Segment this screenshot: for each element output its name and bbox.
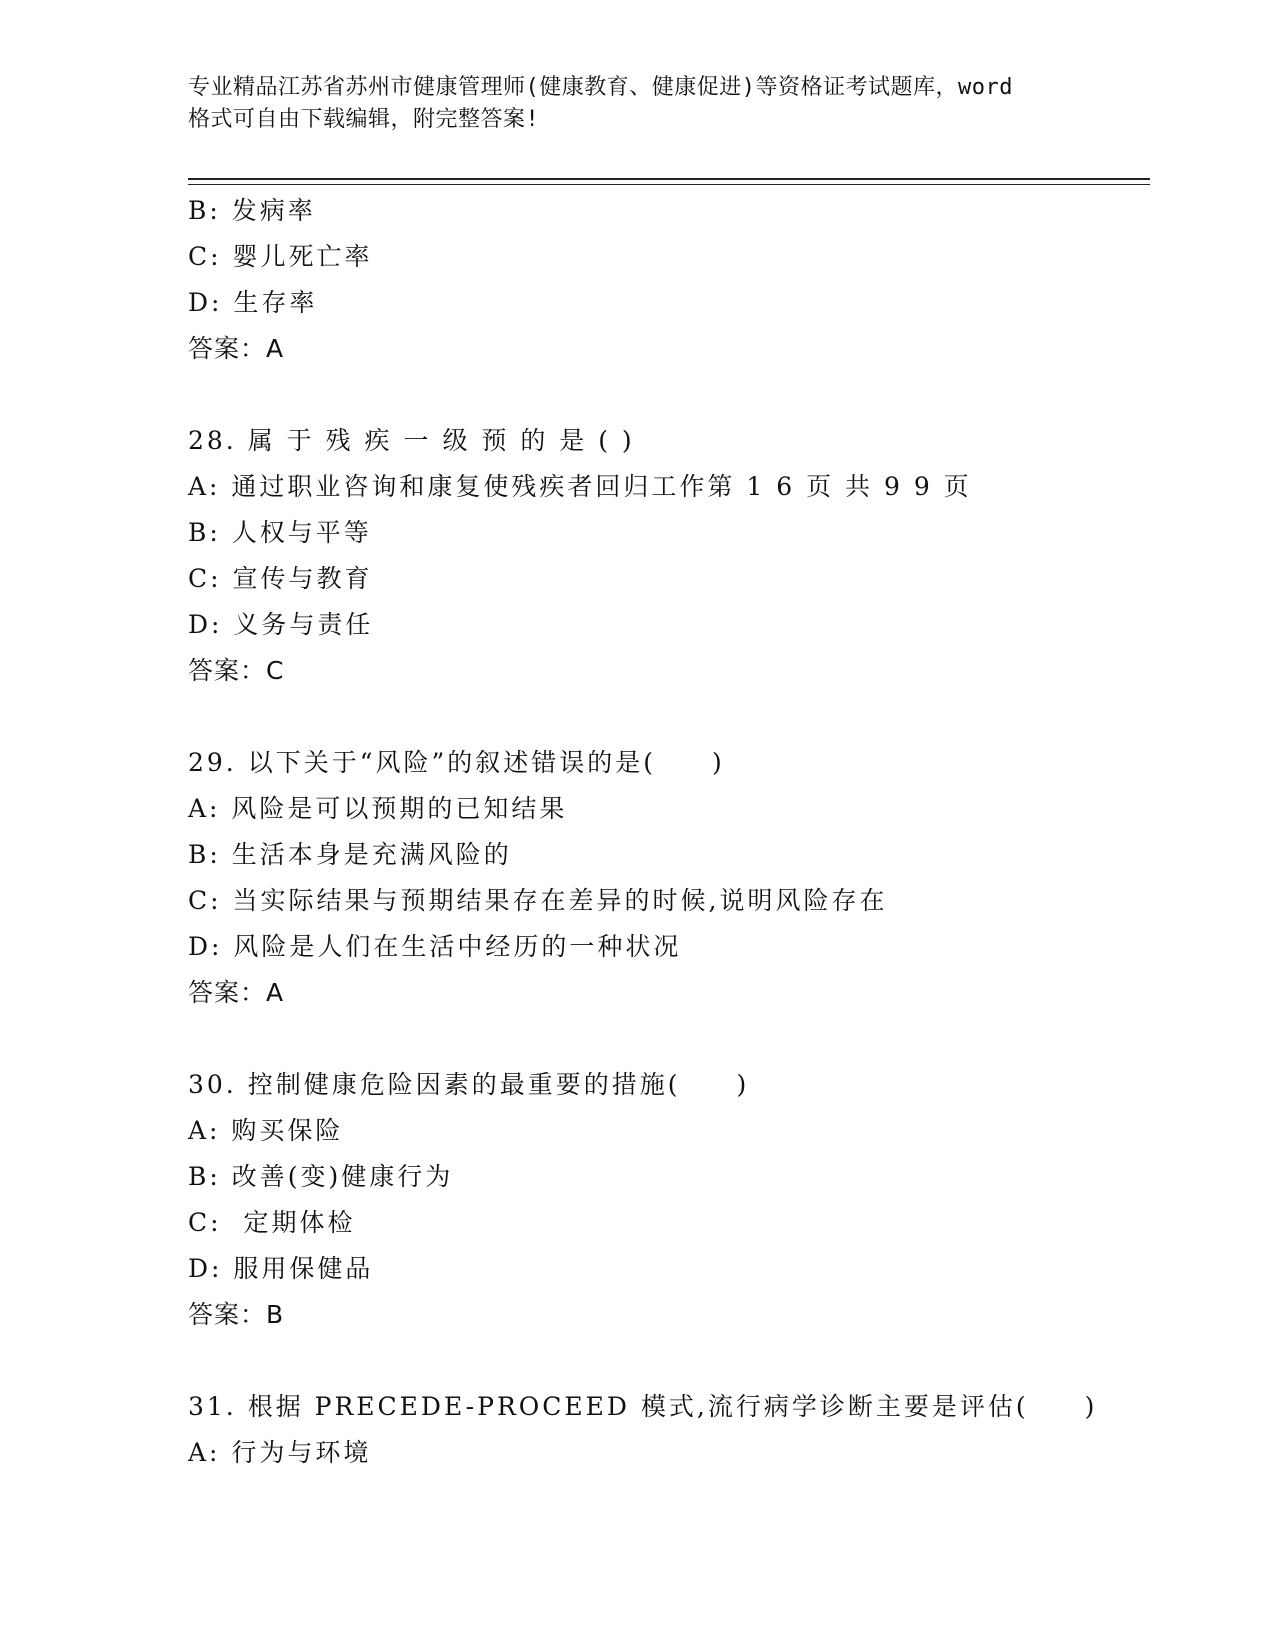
q28-question: 28. 属 于 残 疾 一 级 预 的 是 ( ) (188, 426, 635, 455)
q29-option-a: A: 风险是可以预期的已知结果 (188, 794, 568, 823)
document-header (188, 72, 1088, 136)
q31-option-a: A: 行为与环境 (188, 1438, 372, 1467)
header-divider-thin (188, 184, 1150, 185)
q28-answer: 答案：C (188, 656, 285, 685)
spacer (188, 372, 1188, 418)
q27-option-c: C: 婴儿死亡率 (188, 242, 373, 271)
header-divider (188, 178, 1150, 180)
q30-option-b: B: 改善(变)健康行为 (188, 1162, 454, 1191)
q29-option-d: D: 风险是人们在生活中经历的一种状况 (188, 932, 682, 961)
spacer (188, 1338, 1188, 1384)
q29-option-c: C: 当实际结果与预期结果存在差异的时候,说明风险存在 (188, 886, 888, 915)
q28-option-c: C: 宣传与教育 (188, 564, 373, 593)
q30-question: 30. 控制健康危险因素的最重要的措施( ) (188, 1070, 750, 1099)
spacer (188, 1016, 1188, 1062)
q29-option-b: B: 生活本身是充满风险的 (188, 840, 512, 869)
q30-option-d: D: 服用保健品 (188, 1254, 374, 1283)
q30-option-c: C: 定期体检 (188, 1208, 356, 1237)
q27-answer: 答案：A (188, 334, 285, 363)
q27-option-b: B: 发病率 (188, 196, 316, 225)
q29-question: 29. 以下关于“风险”的叙述错误的是( ) (188, 748, 725, 777)
spacer (188, 694, 1188, 740)
q29-answer: 答案：A (188, 978, 285, 1007)
q30-option-a: A: 购买保险 (188, 1116, 344, 1145)
q31-question: 31. 根据 PRECEDE-PROCEED 模式,流行病学诊断主要是评估( ) (188, 1392, 1098, 1421)
q27-option-d: D: 生存率 (188, 288, 318, 317)
header-line-2: 格式可自由下载编辑，附完整答案! (188, 107, 540, 132)
q30-answer: 答案：B (188, 1300, 285, 1329)
question-list (188, 188, 1188, 1476)
q28-option-a: A: 通过职业咨询和康复使残疾者回归工作第 1 6 页 共 9 9 页 (188, 472, 972, 501)
q28-option-b: B: 人权与平等 (188, 518, 372, 547)
q28-option-d: D: 义务与责任 (188, 610, 374, 639)
header-line-1: 专业精品江苏省苏州市健康管理师(健康教育、健康促进)等资格证考试题库，word (188, 75, 1013, 100)
